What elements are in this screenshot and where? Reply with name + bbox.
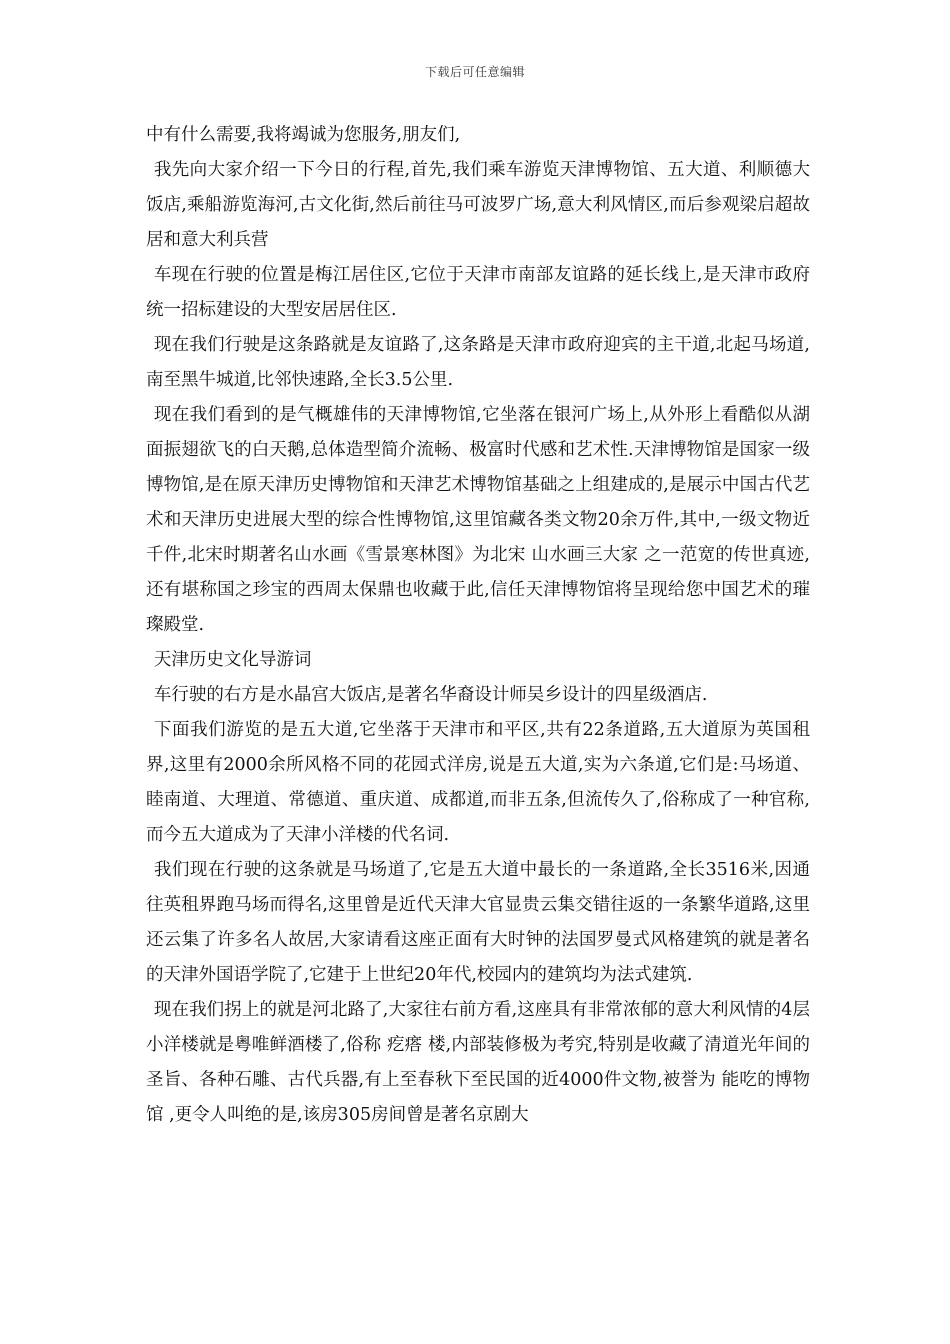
paragraph: 车行驶的右方是水晶宫大饭店,是著名华裔设计师吴乡设计的四星级酒店. — [153, 685, 708, 705]
paragraph: 车现在行驶的位置是梅江居住区,它位于天津市南部友谊路的延长线上,是天津市政府统一招标建设的大型安居居住区. — [146, 265, 810, 320]
paragraph: 中有什么需要,我将竭诚为您服务,朋友们, — [146, 125, 461, 145]
paragraph: 我先向大家介绍一下今日的行程,首先,我们乘车游览天津博物馆、五大道、利顺德大饭店,乘船游览海河,古文化街,然后前往马可波罗广场,意大利风情区,而后参观梁启超故居和意大利兵营 — [146, 160, 810, 250]
section-heading: 天津历史文化导游词 — [153, 650, 312, 670]
page-header: 下载后可任意编辑 — [424, 65, 525, 79]
paragraph: 下面我们游览的是五大道,它坐落于天津市和平区,共有22条道路,五大道原为英国租界,这里有2000余所风格不同的花园式洋房,说是五大道,实为六条道,它们是:马场道、睦南道、大理道、常德道、重庆道、成都道,而非五条,但流传久了,俗称成了一种官称,而今五大道成为了天津小洋楼的代名词. — [146, 720, 810, 845]
paragraph: 现在我们看到的是气概雄伟的天津博物馆,它坐落在银河广场上,从外形上看酷似从湖面振翅欲飞的白天鹅,总体造型简介流畅、极富时代感和艺术性.天津博物馆是国家一级博物馆,是在原天津历史博物馆和天津艺术博物馆基础之上组建成的,是展示中国古代艺术和天津历史进展大型的综合性博物馆,这里馆藏各类文物20余万件,其中,一级文物近千件,北宋时期著名山水画《雪景寒林图》为北宋 山水画三大家 之一范宽的传世真迹,还有堪称国之珍宝的西周太保鼎也收藏于此,信任天津博物馆将呈现给您中国艺术的璀璨殿堂. — [146, 405, 810, 635]
paragraph: 我们现在行驶的这条就是马场道了,它是五大道中最长的一条道路,全长3516米,因通往英租界跑马场而得名,这里曾是近代天津大官显贵云集交错往返的一条繁华道路,这里还云集了许多名人故居,大家请看这座正面有大时钟的法国罗曼式风格建筑的就是著名的天津外国语学院了,它建于上世纪20年代,校园内的建筑均为法式建筑. — [146, 860, 810, 985]
paragraph: 现在我们行驶是这条路就是友谊路了,这条路是天津市政府迎宾的主干道,北起马场道,南至黑牛城道,比邻快速路,全长3.5公里. — [146, 335, 810, 390]
document-body — [146, 118, 810, 1133]
paragraph: 现在我们拐上的就是河北路了,大家往右前方看,这座具有非常浓郁的意大利风情的4层小洋楼就是粤唯鲜酒楼了,俗称 疙瘩 楼,内部装修极为考究,特别是收藏了清道光年间的圣旨、各种石雕、古代兵器,有上至春秋下至民国的近4000件文物,被誉为 能吃的博物馆 ,更令人叫绝的是,该房305房间曾是著名京剧大 — [146, 1000, 810, 1125]
